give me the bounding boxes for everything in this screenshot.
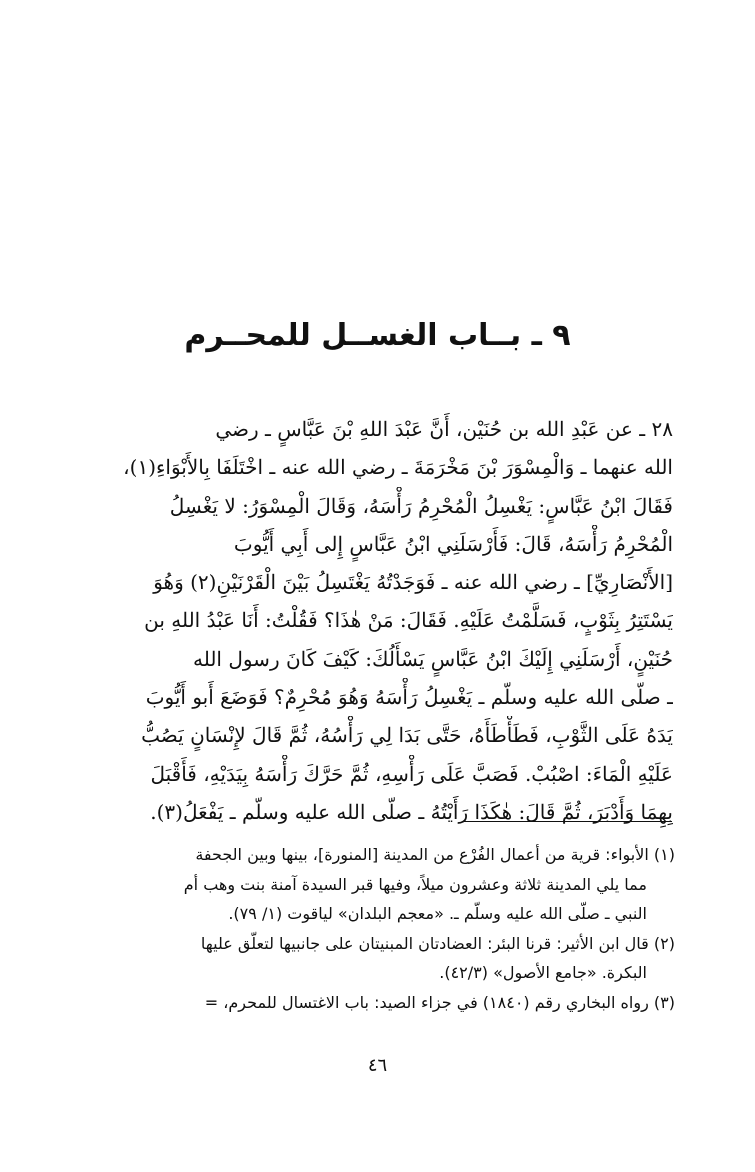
footnote-line: (٣) رواه البخاري رقم (١٨٤٠) في جزاء الصيد: باب الاغتسال للمحرم، = [204, 992, 675, 1012]
footnote-line: (٢) قال ابن الأثير: قرنا البئر: العضادتان المبنيتان على جانبيها لتعلّق عليها [200, 933, 675, 953]
hadith-line: فَقَالَ ابْنُ عَبَّاسٍ: يَغْسِلُ الْمُحْرِمُ رَأْسَهُ، وَقَالَ الْمِسْوَرُ: لا يَغْسِلُ [169, 493, 673, 518]
footnote-line: (١) الأبواء: قرية من أعمال الفُرْع من المدينة [المنورة]، بينها وبين الجحفة [195, 845, 675, 864]
hadith-line: ٢٨ ـ عن عَبْدِ الله بن حُنَيْن، أَنَّ عَبْدَ اللهِ بْنَ عَبَّاسٍ ـ رضي [215, 417, 673, 441]
hadith-line: حُنَيْنٍ، أَرْسَلَنِي إِلَيْكَ ابْنُ عَبَّاسٍ يَسْأَلُكَ: كَيْفَ كَانَ رسول الله [192, 646, 673, 671]
chapter-title: ٩ ـ بــاب الغســل للمحــرم [184, 318, 571, 353]
hadith-line: الله عنهما ـ وَالْمِسْوَرَ بْنَ مَخْرَمَةَ ـ رضي الله عنه ـ اخْتَلَفَا بِالأَبْوَاءِ(١)، [123, 455, 673, 480]
hadith-line: يَدَهُ عَلَى الثَّوْبِ، فَطَأْطَأَهُ، حَتَّى بَدَا لِي رَأْسُهُ، ثُمَّ قَالَ لإِنْسَانٍ يَصُبُّ [141, 723, 673, 748]
hadith-line: عَلَيْهِ الْمَاءَ: اصْبُبْ. فَصَبَّ عَلَى رَأْسِهِ، ثُمَّ حَرَّكَ رَأْسَهُ بِيَدَيْهِ، فَأَقْبَلَ [150, 761, 673, 786]
footnotes [75, 840, 675, 1017]
page-number: ٤٦ [367, 1055, 388, 1076]
hadith-line: [الأَنْصَارِيِّ] ـ رضي الله عنه ـ فَوَجَدْتُهُ يَغْتَسِلُ بَيْنَ الْقَرْنَيْنِ(٢) وَهُوَ [153, 570, 673, 595]
hadith-line: الْمُحْرِمُ رَأْسَهُ، قَالَ: فَأَرْسَلَنِي ابْنُ عَبَّاسٍ إِلى أَبِي أَيُّوبَ [233, 531, 673, 556]
footnote-divider [462, 821, 672, 822]
hadith-text [78, 410, 673, 831]
footnote-line: البكرة. «جامع الأصول» (٤٢/٣). [439, 963, 647, 982]
hadith-line: بِهِمَا وَأَدْبَرَ، ثُمَّ قَالَ: هٰكَذَا رَأَيْتُهُ ـ صلّى الله عليه وسلّم ـ يَفْعَلُ(٣). [150, 799, 673, 824]
hadith-line: ـ صلّى الله عليه وسلّم ـ يَغْسِلُ رَأْسَهُ وَهُوَ مُحْرِمٌ؟ فَوَضَعَ أَبو أَيُّوبَ [145, 685, 673, 710]
hadith-line: يَسْتَتِرُ بِثَوْبٍ، فَسَلَّمْتُ عَلَيْهِ. فَقَالَ: مَنْ هٰذَا؟ فَقُلْتُ: أَنَا عَبْدُ اللهِ بن [144, 608, 673, 633]
footnote-line: النبي ـ صلّى الله عليه وسلّم ـ. «معجم البلدان» لياقوت (١/ ٧٩). [228, 904, 647, 923]
footnote-line: مما يلي المدينة ثلاثة وعشرون ميلاً، وفيها قبر السيدة آمنة بنت وهب أم [183, 874, 647, 894]
